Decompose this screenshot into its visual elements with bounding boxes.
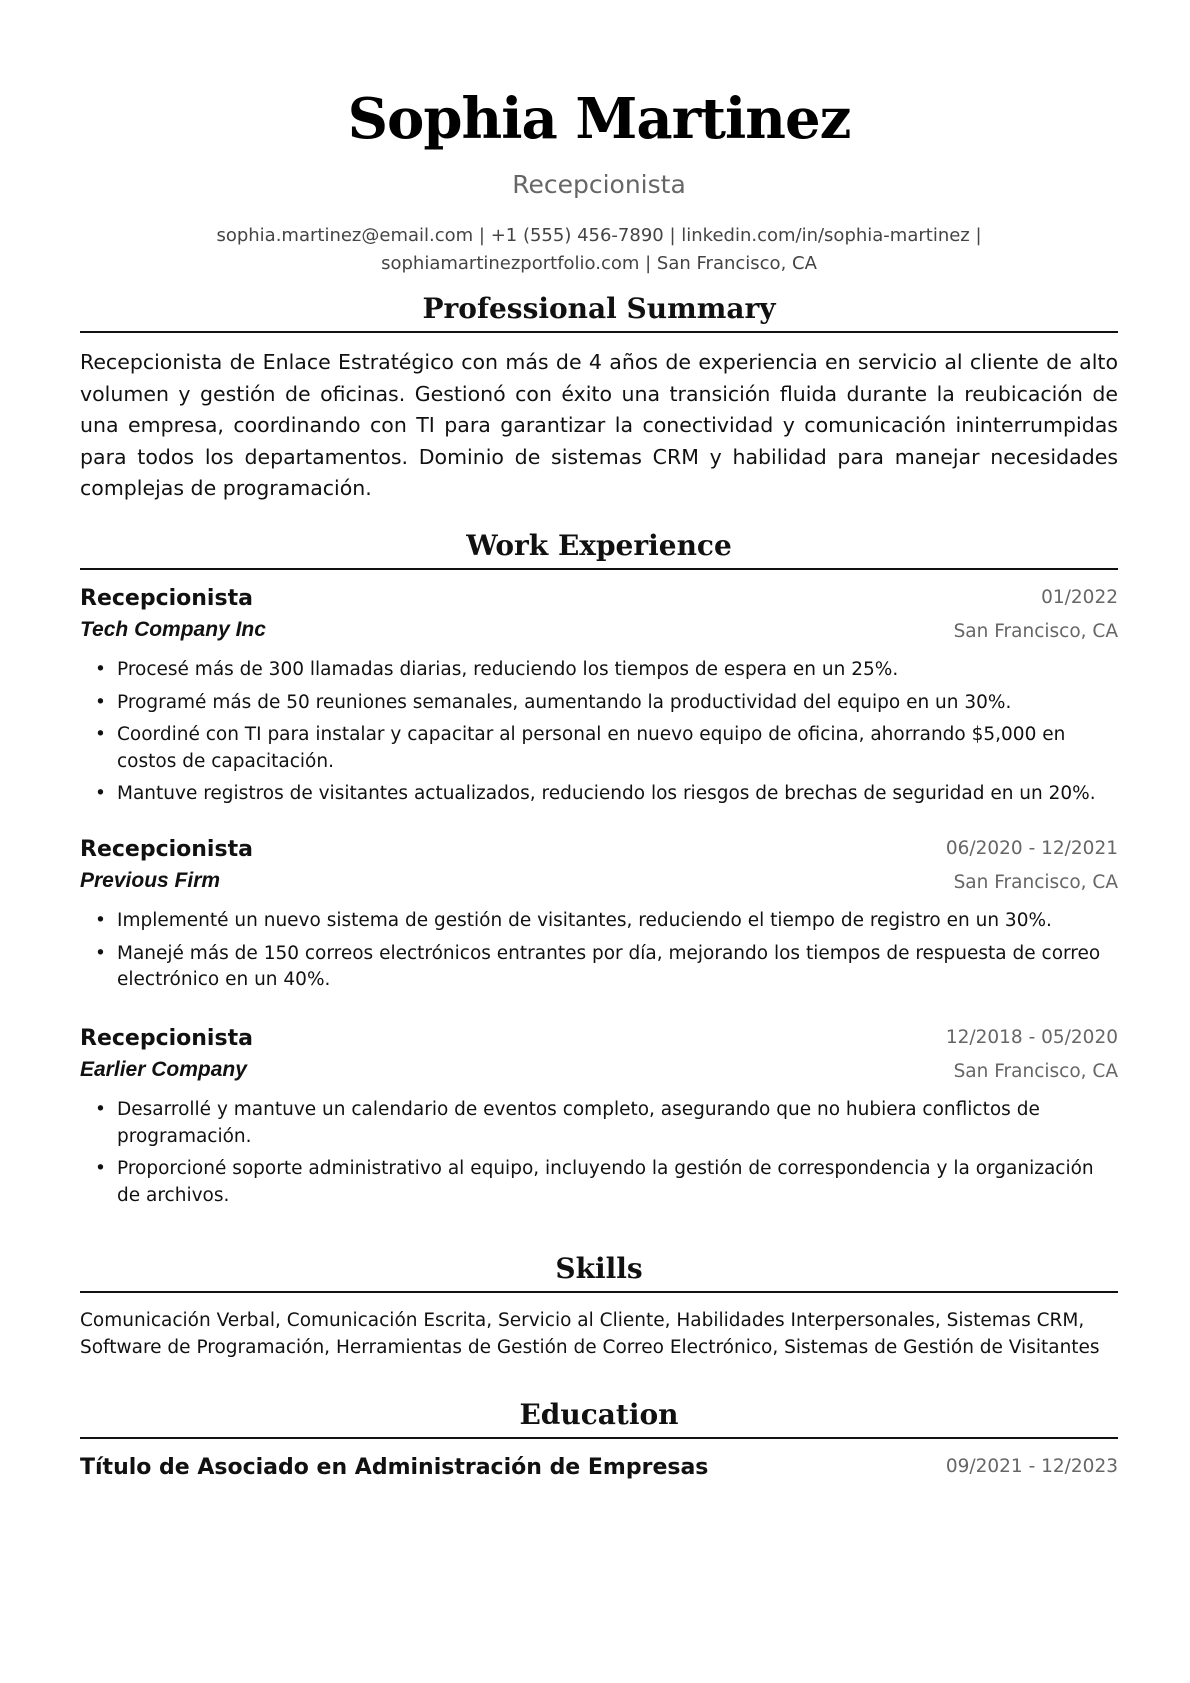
education-divider [80,1437,1118,1439]
job-location: San Francisco, CA [953,872,1118,893]
contact-line-1: sophia.martinez@email.com | +1 (555) 456-7890 | linkedin.com/in/sophia-martinez | [216,225,982,246]
job-title: Recepcionista [80,586,253,611]
education-dates: 09/2021 - 12/2023 [945,1456,1118,1477]
education-degree: Título de Asociado en Administración de Empresas [80,1455,709,1480]
job-company: Previous Firm [80,869,221,892]
job-location: San Francisco, CA [953,1061,1118,1082]
bullet-item [95,781,1118,808]
job-company: Earlier Company [80,1058,247,1081]
experience-heading: Work Experience [466,529,732,562]
job-title: Recepcionista [80,1026,253,1051]
skills-text: Comunicación Verbal, Comunicación Escrita, Servicio al Cliente, Habilidades Interpersonales, Sistemas CRM, Software de Programación, Herramientas de Gestión de Correo Electrónico, Sistemas de Gestión de Visitantes [80,1310,1100,1358]
bullet-item [95,722,1118,775]
bullet-item [95,690,1118,717]
bullet-item [95,1097,1118,1150]
job-bullets [80,908,1118,1000]
job-dates: 01/2022 [1041,587,1118,608]
job-title: Recepcionista [80,837,253,862]
bullet-text: Procesé más de 300 llamadas diarias, reduciendo los tiempos de espera en un 25%. [117,659,899,680]
bullet-icon: • [95,659,106,680]
bullet-icon: • [95,783,106,804]
bullet-text: Proporcioné soporte administrativo al equipo, incluyendo la gestión de correspondencia y la organización de archivos. [117,1158,1094,1206]
bullet-item [95,657,1118,684]
contact-info [80,222,1118,278]
bullet-text: Coordiné con TI para instalar y capacitar al personal en nuevo equipo de oficina, ahorrando $5,000 en costos de capacitación. [117,724,1066,772]
bullet-icon: • [95,1099,106,1120]
bullet-item [95,1156,1118,1209]
bullet-icon: • [95,691,106,713]
job-bullets [80,1097,1118,1215]
experience-divider [80,568,1118,570]
candidate-name: Sophia Martinez [347,86,851,152]
bullet-icon: • [95,942,106,964]
job-bullets [80,657,1118,814]
bullet-icon: • [95,1158,106,1179]
contact-line-2: sophiamartinezportfolio.com | San Francisco, CA [381,253,817,274]
bullet-icon: • [95,724,106,745]
job-dates: 12/2018 - 05/2020 [945,1027,1118,1048]
skills-heading: Skills [555,1252,643,1285]
bullet-text: Desarrollé y mantuve un calendario de eventos completo, asegurando que no hubiera conflictos de programación. [117,1099,1040,1147]
summary-heading: Professional Summary [422,292,776,325]
bullet-icon: • [95,910,106,931]
bullet-text: Manejé más de 150 correos electrónicos entrantes por día, mejorando los tiempos de respuesta de correo electrónico en un 40%. [117,942,1101,990]
job-location: San Francisco, CA [953,621,1118,642]
bullet-item [95,941,1118,994]
summary-divider [80,331,1118,333]
summary-text: Recepcionista de Enlace Estratégico con más de 4 años de experiencia en servicio al cliente de alto volumen y gestión de oficinas. Gestionó con éxito una transición fluida durante la reubicación de una empresa, coordinando con TI para garantizar la conectividad y comunicación ininterrumpidas para todos los departamentos. Dominio de sistemas CRM y habilidad para manejar necesidades complejas de programación. [80,350,1118,500]
bullet-item [95,908,1118,935]
candidate-role: Recepcionista [512,170,686,199]
skills-divider [80,1291,1118,1293]
job-company: Tech Company Inc [80,618,266,641]
bullet-text: Programé más de 50 reuniones semanales, aumentando la productividad del equipo en un 30%. [117,691,1012,713]
education-heading: Education [519,1398,679,1431]
job-dates: 06/2020 - 12/2021 [945,838,1118,859]
bullet-text: Mantuve registros de visitantes actualizados, reduciendo los riesgos de brechas de seguridad en un 20%. [117,783,1096,804]
bullet-text: Implementé un nuevo sistema de gestión de visitantes, reduciendo el tiempo de registro en un 30%. [117,910,1052,931]
